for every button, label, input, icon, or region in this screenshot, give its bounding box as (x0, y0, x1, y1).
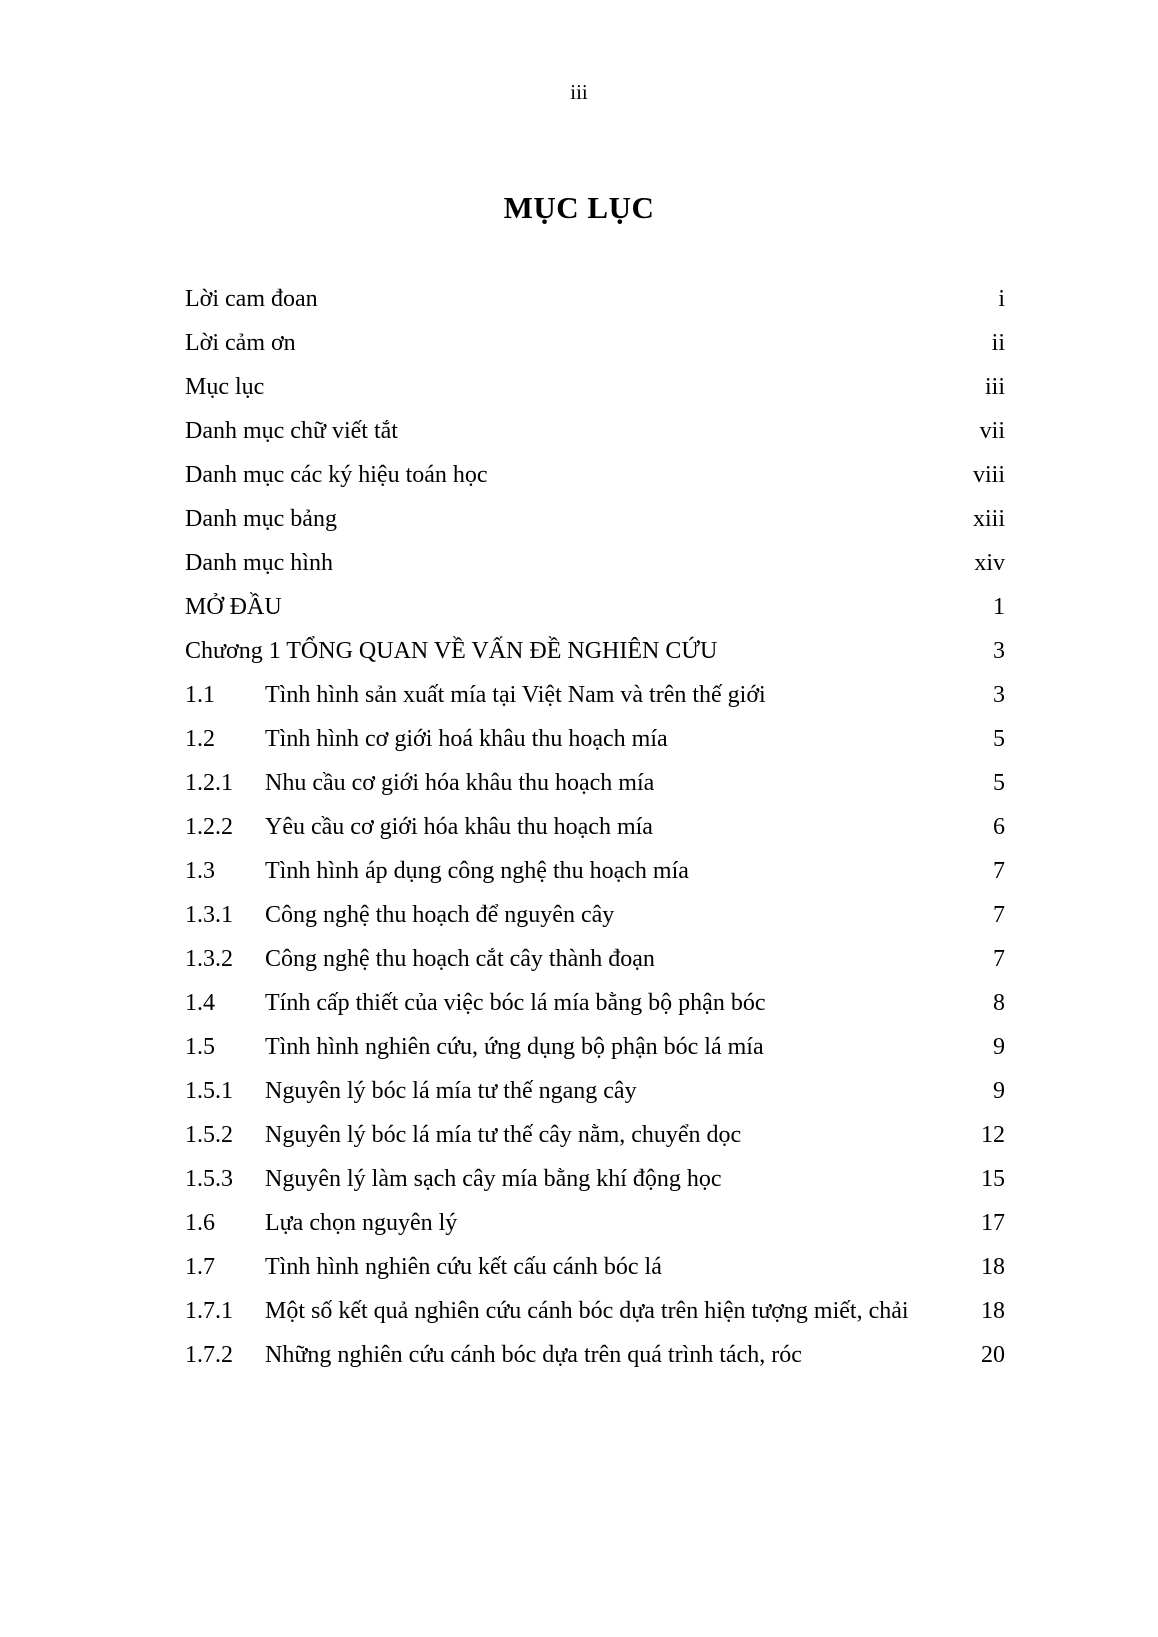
toc-entry-page: xiii (972, 506, 1005, 532)
toc-entry (185, 1120, 1005, 1164)
toc-entry-number: 1.2.2 (185, 814, 233, 840)
toc-entry-page: ii (991, 330, 1005, 356)
toc-entry-number: 1.3 (185, 858, 215, 884)
toc-entry-number: 1.3.1 (185, 902, 233, 928)
toc-entry-page: 3 (993, 638, 1005, 664)
toc-entry-title: Nguyên lý bóc lá mía tư thế ngang cây (265, 1078, 637, 1104)
toc-entry-number: 1.1 (185, 682, 215, 708)
toc-entry (185, 372, 1005, 416)
toc-entry (185, 1076, 1005, 1120)
toc-entry-title: Tình hình áp dụng công nghệ thu hoạch mía (265, 858, 689, 884)
toc-entry-title: Tính cấp thiết của việc bóc lá mía bằng bộ phận bóc (265, 990, 766, 1016)
toc-entry (185, 768, 1005, 812)
toc-entry (185, 636, 1005, 680)
toc-entry-page: 12 (981, 1122, 1005, 1148)
toc-entry-number: 1.2.1 (185, 770, 233, 796)
toc-entry-title: Lời cam đoan (185, 286, 318, 312)
toc-entry-number: 1.3.2 (185, 946, 233, 972)
toc-entry-number: 1.7.2 (185, 1342, 233, 1368)
toc-entry-title: Chương 1 TỔNG QUAN VỀ VẤN ĐỀ NGHIÊN CỨU (185, 638, 718, 664)
toc-entry-number: 1.5.3 (185, 1166, 233, 1192)
toc-entry-title: Mục lục (185, 374, 265, 400)
toc-entry-page: 5 (993, 726, 1005, 752)
toc-entry-title: Yêu cầu cơ giới hóa khâu thu hoạch mía (265, 814, 653, 840)
toc-entry-page: vii (979, 418, 1005, 444)
toc-entry (185, 1296, 1005, 1340)
toc-entry (185, 680, 1005, 724)
toc-entry-title: Danh mục chữ viết tắt (185, 418, 398, 444)
toc-entry-title: Tình hình cơ giới hoá khâu thu hoạch mía (265, 726, 668, 752)
toc-entry-title: Lời cảm ơn (185, 330, 296, 356)
toc-entry (185, 900, 1005, 944)
toc-entry (185, 328, 1005, 372)
toc-entry-number: 1.7 (185, 1254, 215, 1280)
toc-entry-number: 1.2 (185, 726, 215, 752)
toc-entry-page: 8 (993, 990, 1005, 1016)
toc-entry (185, 724, 1005, 768)
toc-entry-title: Một số kết quả nghiên cứu cánh bóc dựa trên hiện tượng miết, chải (265, 1298, 909, 1324)
toc-entry-title: Lựa chọn nguyên lý (265, 1210, 458, 1236)
toc-entry (185, 1252, 1005, 1296)
toc-entry-page: iii (984, 374, 1005, 400)
toc-entry (185, 1208, 1005, 1252)
toc-entry-title: Tình hình sản xuất mía tại Việt Nam và trên thế giới (265, 682, 766, 708)
toc-entry (185, 812, 1005, 856)
toc-entry (185, 284, 1005, 328)
toc-entry-page: 7 (993, 858, 1005, 884)
toc-entry-number: 1.5 (185, 1034, 215, 1060)
toc-entry-title: Nguyên lý bóc lá mía tư thế cây nằm, chuyển dọc (265, 1122, 742, 1148)
toc-entry-title: Công nghệ thu hoạch để nguyên cây (265, 902, 615, 928)
toc-entry-number: 1.7.1 (185, 1298, 233, 1324)
toc-entry-page: 18 (981, 1298, 1005, 1324)
toc-entry-page: 3 (993, 682, 1005, 708)
toc-entry (185, 988, 1005, 1032)
toc-entry-page: 9 (993, 1034, 1005, 1060)
toc-entry-page: 17 (981, 1210, 1005, 1236)
toc-entry (185, 504, 1005, 548)
toc-entry-title: Nhu cầu cơ giới hóa khâu thu hoạch mía (265, 770, 655, 796)
toc-entry-title: Danh mục các ký hiệu toán học (185, 462, 488, 488)
toc-entry-title: Tình hình nghiên cứu, ứng dụng bộ phận bóc lá mía (265, 1034, 764, 1060)
page-title: MỤC LỤC (503, 190, 655, 225)
toc-entry (185, 856, 1005, 900)
toc-entry-page: 1 (993, 594, 1005, 620)
toc-entry-title: Danh mục bảng (185, 506, 337, 532)
toc-entry-page: 15 (981, 1166, 1005, 1192)
toc-entry-title: Danh mục hình (185, 550, 333, 576)
toc-entry-page: 7 (993, 902, 1005, 928)
toc-entry-page: viii (972, 462, 1005, 488)
toc-entry (185, 1032, 1005, 1076)
toc-entry-page: 6 (993, 814, 1005, 840)
toc-entry-title: Công nghệ thu hoạch cắt cây thành đoạn (265, 946, 655, 972)
toc-entry (185, 592, 1005, 636)
toc-entry (185, 1340, 1005, 1384)
table-of-contents (185, 284, 1005, 1384)
toc-entry-page: i (998, 286, 1005, 312)
toc-entry (185, 548, 1005, 592)
toc-entry-page: 7 (993, 946, 1005, 972)
toc-entry-title: MỞ ĐẦU (185, 594, 282, 620)
toc-entry-page: 18 (981, 1254, 1005, 1280)
toc-entry (185, 416, 1005, 460)
toc-entry-page: 9 (993, 1078, 1005, 1104)
toc-entry (185, 460, 1005, 504)
toc-entry-number: 1.6 (185, 1210, 215, 1236)
toc-entry-title: Những nghiên cứu cánh bóc dựa trên quá trình tách, róc (265, 1342, 802, 1368)
toc-entry-number: 1.5.2 (185, 1122, 233, 1148)
toc-entry-number: 1.4 (185, 990, 215, 1016)
toc-entry (185, 1164, 1005, 1208)
toc-entry-title: Tình hình nghiên cứu kết cấu cánh bóc lá (265, 1254, 662, 1280)
toc-entry-title: Nguyên lý làm sạch cây mía bằng khí động học (265, 1166, 722, 1192)
toc-entry (185, 944, 1005, 988)
toc-entry-page: 5 (993, 770, 1005, 796)
toc-entry-number: 1.5.1 (185, 1078, 233, 1104)
toc-entry-page: 20 (981, 1342, 1005, 1368)
page-number: iii (570, 80, 588, 104)
toc-entry-page: xiv (974, 550, 1005, 576)
